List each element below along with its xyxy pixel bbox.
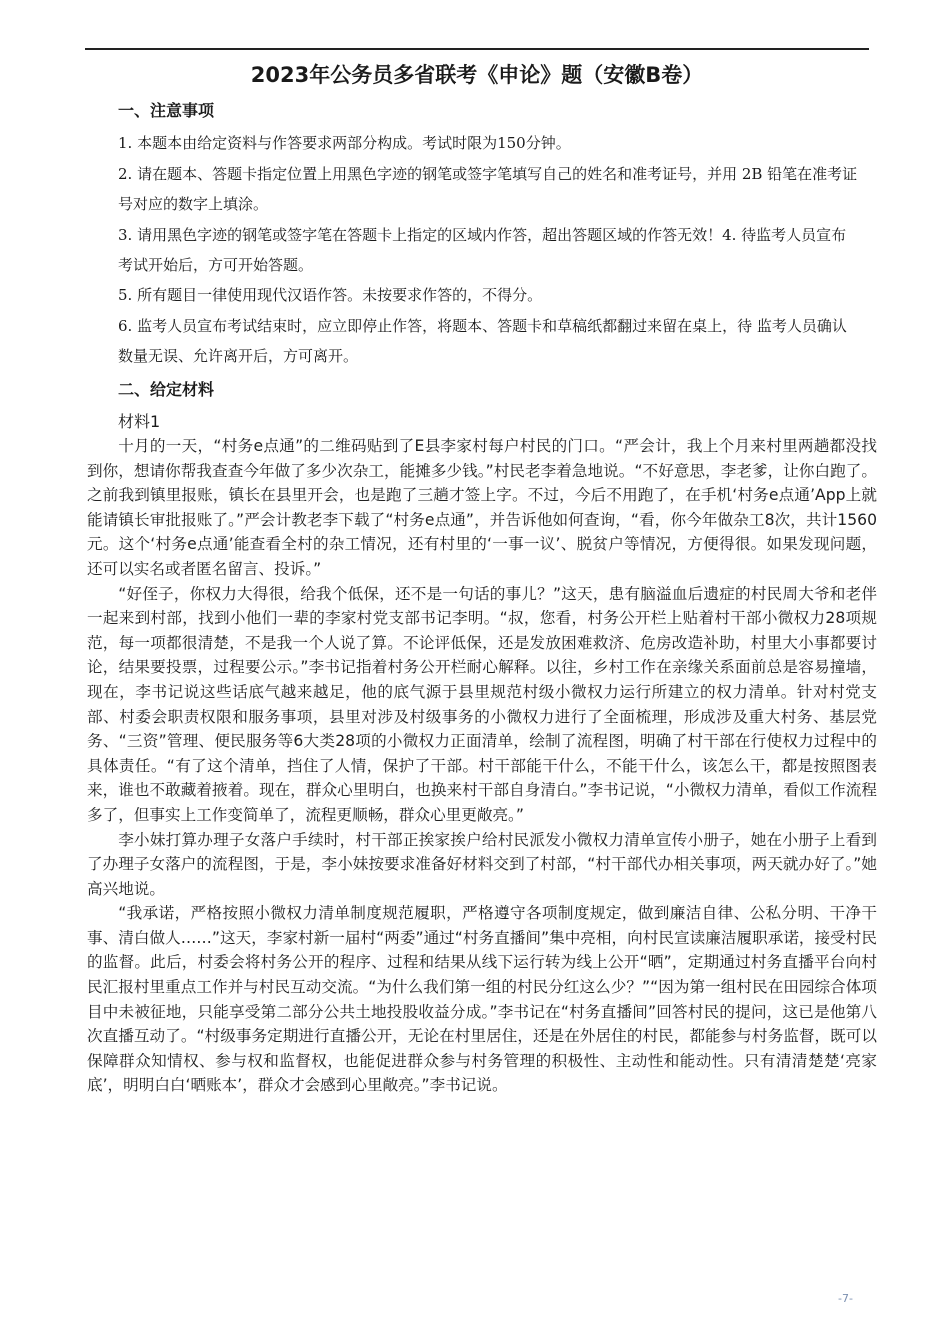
note-item-5: 5. 所有题目一律使用现代汉语作答。未按要求作答的，不得分。 (118, 286, 543, 304)
note-item-6: 6. 监考人员宣布考试结束时，应立即停止作答，将题本、答题卡和草稿纸都翻过来留在桌上，待 监考人员确认数量无误、允许离开后，方可离开。 (118, 317, 847, 365)
header-rule (85, 48, 869, 50)
material-label: 材料1 (118, 412, 161, 431)
material-paragraph-2: “好侄子，你权力大得很，给我个低保，还不是一句话的事儿？”这天，患有脑溢血后遗症的村民周大爷和老伴一起来到村部，找到小他们一辈的李家村党支部书记李明。“叔，您看，村务公开栏上贴着村干部小微权力28项规范，每一项都很清楚，不是我一个人说了算。不论评低保，还是发放困难救济、危房改造补助，村里大小事都要讨论，结果要投票，过程要公示。”李书记指着村务公开栏耐心解释。以往，乡村工作在亲缘关系面前总是容易撞墙，现在，李书记说这些话底气越来越足，他的底气源于县里规范村级小微权力运行所建立的权力清单。针对村党支部、村委会职责权限和服务事项，县里对涉及村级事务的小微权力进行了全面梳理，形成涉及重大村务、基层党务、“三资”管理、便民服务等6大类28项的小微权力正面清单，绘制了流程图，明确了村干部在行使权力过程中的具体责任。“有了这个清单，挡住了人情，保护了干部。村干部能干什么，不能干什么，该怎么干，都是按照图表来，谁也不敢藏着掖着。现在，群众心里明白，也换来村干部自身清白。”李书记说，“小微权力清单，看似工作流程多了，但事实上工作变简单了，流程更顺畅，群众心里更敞亮。” (87, 584, 877, 824)
material-paragraph-1: 十月的一天，“村务e点通”的二维码贴到了E县李家村每户村民的门口。“严会计，我上个月来村里两趟都没找到你，想请你帮我查查今年做了多少次杂工，能摊多少钱。”村民老李着急地说。“不好意思，李老爹，让你白跑了。之前我到镇里报账，镇长在县里开会，也是跑了三趟才签上字。不过，今后不用跑了，在手机‘村务e点通’App上就能请镇长审批报账了。”严会计教老李下载了“村务e点通”，并告诉他如何查询，“看，你今年做杂工8次，共计1560元。这个‘村务e点通’能查看全村的杂工情况，还有村里的‘一事一议’、脱贫户等情况，方便得很。如果发现问题，还可以实名或者匿名留言、投诉。” (87, 437, 877, 578)
note-item-1: 1. 本题本由给定资料与作答要求两部分构成。考试时限为150分钟。 (118, 134, 571, 152)
note-item-2: 2. 请在题本、答题卡指定位置上用黑色字迹的钢笔或签字笔填写自己的姓名和准考证号，并用 2B 铅笔在准考证号对应的数字上填涂。 (118, 165, 858, 213)
page-number: -7- (838, 1292, 853, 1305)
page-title: 2023年公务员多省联考《申论》题（安徽B卷） (250, 63, 704, 87)
material-body (87, 434, 877, 1098)
material-paragraph-4: “我承诺，严格按照小微权力清单制度规范履职，严格遵守各项制度规定，做到廉洁自律、公私分明、干净干事、清白做人……”这天，李家村新一届村“两委”通过“村务直播间”集中亮相，向村民宣读廉洁履职承诺，接受村民的监督。此后，村委会将村务公开的程序、过程和结果从线下运行转为线上公开“晒”，定期通过村务直播平台向村民汇报村里重点工作并与村民互动交流。“为什么我们第一组的村民分红这么少？”“因为第一组村民在田园综合体项目中未被征地，只能享受第二部分公共土地投股收益分成。”李书记在“村务直播间”回答村民的提问，这已是他第八次直播互动了。“村级事务定期进行直播公开，无论在村里居住，还是在外居住的村民，都能参与村务监督，既可以保障群众知情权、参与权和监督权，也能促进群众参与村务管理的积极性、主动性和能动性。只有清清楚楚‘亮家底’，明明白白‘晒账本’，群众才会感到心里敞亮。”李书记说。 (87, 904, 877, 1095)
note-item-3: 3. 请用黑色字迹的钢笔或签字笔在答题卡上指定的区域内作答，超出答题区域的作答无效！4. 待监考人员宣布考试开始后，方可开始答题。 (118, 226, 847, 274)
section-heading-materials: 二、给定材料 (118, 380, 215, 399)
section-heading-notes: 一、注意事项 (118, 101, 215, 120)
material-paragraph-3: 李小妹打算办理子女落户手续时，村干部正挨家挨户给村民派发小微权力清单宣传小册子，她在小册子上看到了办理子女落户的流程图，于是，李小妹按要求准备好材料交到了村部，“村干部代办相关事项，两天就办好了。”她高兴地说。 (87, 830, 877, 898)
